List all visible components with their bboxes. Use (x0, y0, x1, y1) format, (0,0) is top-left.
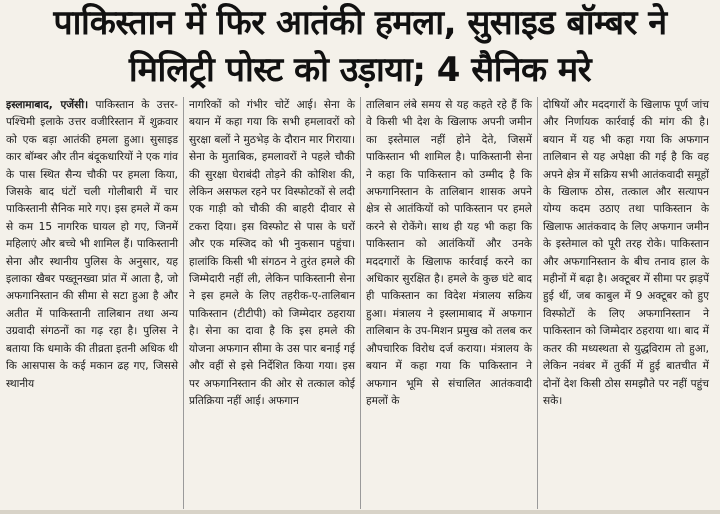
article-column-2 (183, 97, 360, 509)
article-column-4 (537, 97, 714, 509)
headline-line-2: मिलिट्री पोस्ट को उड़ाया; 4 सैनिक मरे (128, 50, 592, 90)
article-column-3 (360, 97, 537, 509)
page-bottom-edge (0, 510, 720, 514)
article-column-1 (6, 97, 183, 509)
headline (0, 0, 720, 94)
column-text: दोषियों और मददगारों के खिलाफ पूर्ण जांच और निर्णायक कार्रवाई की मांग की है। बयान में यह भी कहा गया कि अफगान तालिबान से यह अपेक्षा की गई है कि वह अपने क्षेत्र में सक्रिय सभी आतंकवादी समूहों के खिलाफ ठोस, तत्काल और सत्यापन योग्य कदम उठाए तथा पाकिस्तान के खिलाफ आतंकवाद के लिए अफगान जमीन के इस्तेमाल को पूरी तरह रोके। पाकिस्तान और अफगानिस्तान के बीच तनाव हाल के महीनों में बढ़ा है। अक्टूबर में सीमा पर झड़पें हुई थीं, जब काबुल में 9 अक्टूबर को हुए विस्फोटों के लिए अफगानिस्तान ने पाकिस्तान को जिम्मेदार ठहराया था। बाद में कतर की मध्यस्थता से युद्धविराम तो हुआ, लेकिन नवंबर में तुर्की में हुई बातचीत में दोनों देश किसी ठोस समझौते पर नहीं पहुंच सके। (543, 99, 709, 407)
column-text: नागरिकों को गंभीर चोटें आई। सेना के बयान में कहा गया कि सभी हमलावरों को सुरक्षा बलों ने मुठभेड़ के दौरान मार गिराया। सेना के मुताबिक, हमलावरों ने पहले चौकी की सुरक्षा घेराबंदी तोड़ने की कोशिश की, लेकिन असफल रहने पर विस्फोटकों से लदी एक गाड़ी को चौकी की बाहरी दीवार से टकरा दिया। इस विस्फोट से पास के घरों और एक मस्जिद को भी नुकसान पहुंचा। हालांकि किसी भी संगठन ने तुरंत हमले की जिम्मेदारी नहीं ली, लेकिन पाकिस्तानी सेना ने इस हमले के लिए तहरीक-ए-तालिबान पाकिस्तान (टीटीपी) को जिम्मेदार ठहराया है। सेना का दावा है कि इस हमले की योजना अफगान सीमा के उस पार बनाई गई और वहीं से इसे निर्देशित किया गया। इस पर अफगानिस्तान की ओर से तत्काल कोई प्रतिक्रिया नहीं आई। अफगान (189, 99, 355, 407)
dateline: इस्लामाबाद, एजेंसी। (6, 99, 89, 111)
column-text: तालिबान लंबे समय से यह कहते रहे हैं कि वे किसी भी देश के खिलाफ अपनी जमीन का इस्तेमाल नहीं होने देते, जिसमें पाकिस्तान भी शामिल है। पाकिस्तानी सेना ने कहा कि पाकिस्तान को उम्मीद है कि अफगानिस्तान के तालिबान शासक अपने क्षेत्र से आतंकियों को पाकिस्तान पर हमले करने से रोकेंगे। साथ ही यह भी कहा कि पाकिस्तान को आतंकियों और उनके मददगारों के खिलाफ कार्रवाई करने का अधिकार सुरक्षित है। हमले के कुछ घंटे बाद ही पाकिस्तान का विदेश मंत्रालय सक्रिय हुआ। मंत्रालय ने इस्लामाबाद में अफगान तालिबान के उप-मिशन प्रमुख को तलब कर औपचारिक विरोध दर्ज कराया। मंत्रालय के बयान में कहा गया कि पाकिस्तान ने अफगान भूमि से संचालित आतंकवादी हमलों के (366, 99, 532, 407)
column-text: पाकिस्तान के उत्तर-पश्चिमी इलाके उत्तर वजीरिस्तान में शुक्रवार को एक बड़ा आतंकी हमला हुआ। सुसाइड कार बॉम्बर और तीन बंदूकधारियों ने एक गांव के पास स्थित सैन्य चौकी पर हमला किया, जिसके बाद घंटों चली गोलीबारी में चार पाकिस्तानी सैनिक मारे गए। इस हमले में कम से कम 15 नागरिक घायल हो गए, जिनमें महिलाएं और बच्चे भी शामिल हैं। पाकिस्तानी सेना और स्थानीय पुलिस के अनुसार, यह इलाका खैबर पख्तूनख्वा प्रांत में आता है, जो अफगानिस्तान की सीमा से सटा हुआ है और अतीत में पाकिस्तानी तालिबान तथा अन्य उग्रवादी संगठनों का गढ़ रहा है। पुलिस ने बताया कि धमाके की तीव्रता इतनी अधिक थी कि आसपास के कई मकान ढह गए, जिससे स्थानीय (6, 99, 178, 390)
article-body (6, 97, 714, 509)
headline-line-1: पाकिस्तान में फिर आतंकी हमला, सुसाइड बॉम्बर ने (53, 3, 667, 43)
